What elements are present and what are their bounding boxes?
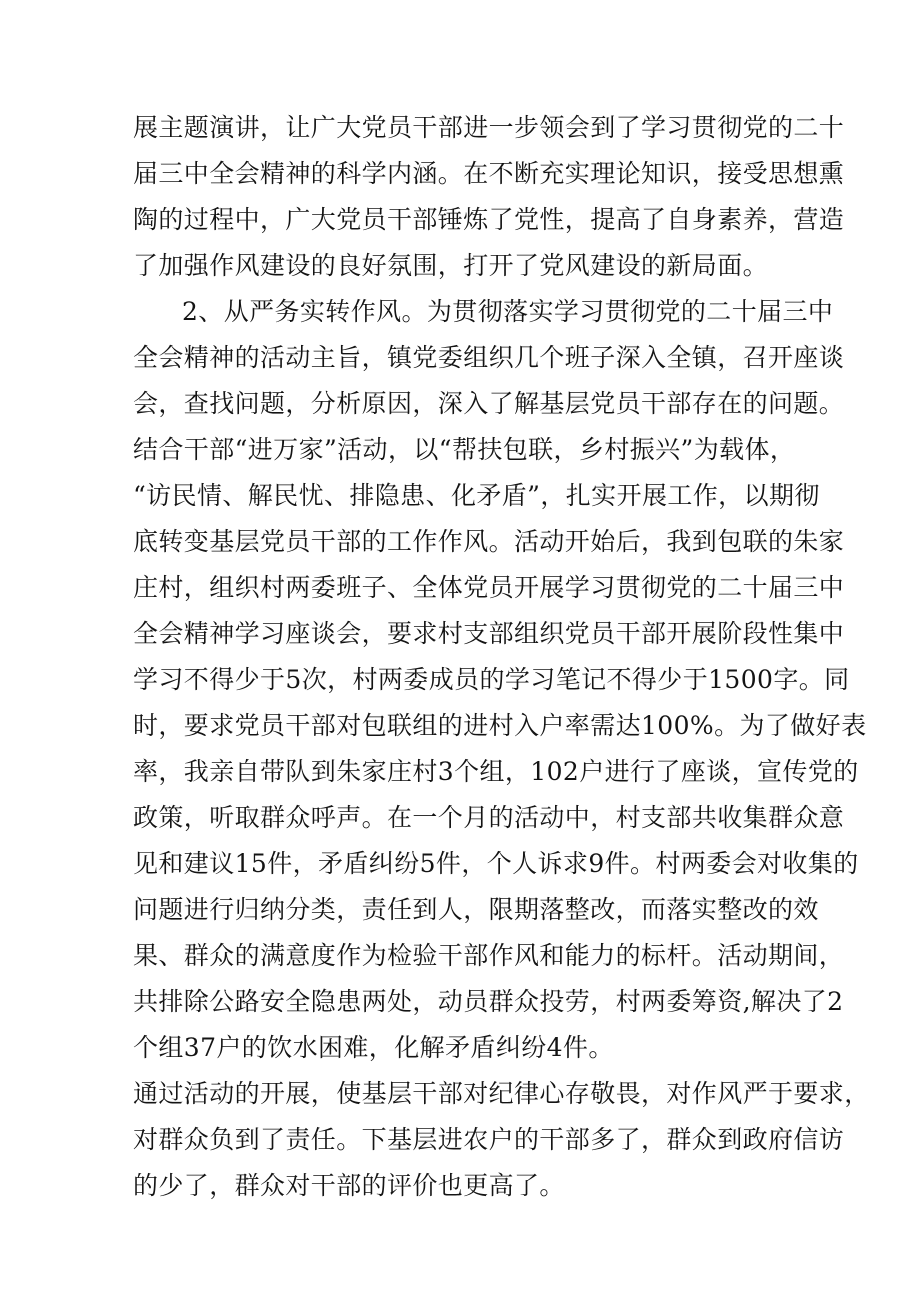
text-line: 个组37户的饮水困难，化解矛盾纠纷4件。	[133, 1033, 614, 1062]
text-line: 底转变基层党员干部的工作作风。活动开始后，我到包联的朱家	[133, 527, 845, 556]
text-line: “访民情、解民忧、排隐患、化矛盾”，扎实开展工作，以期彻	[133, 481, 820, 510]
text-line: 见和建议15件，矛盾纠纷5件，个人诉求9件。村两委会对收集的	[133, 849, 859, 878]
text-line: 结合干部“进万家”活动，以“帮扶包联，乡村振兴”为载体，	[133, 435, 796, 464]
text-line: 全会精神学习座谈会，要求村支部组织党员干部开展阶段性集中	[133, 619, 845, 648]
text-line: 共排除公路安全隐患两处，动员群众投劳，村两委筹资,解决了2	[133, 987, 844, 1016]
text-line: 会，查找问题，分析原因，深入了解基层党员干部存在的问题。	[133, 389, 845, 418]
text-line: 政策，听取群众呼声。在一个月的活动中，村支部共收集群众意	[133, 803, 845, 832]
text-line: 了加强作风建设的良好氛围，打开了党风建设的新局面。	[133, 251, 769, 280]
text-line: 学习不得少于5次，村两委成员的学习笔记不得少于1500字。同	[133, 665, 850, 694]
text-line: 时，要求党员干部对包联组的进村入户率需达100%。为了做好表	[133, 711, 867, 740]
text-line: 庄村，组织村两委班子、全体党员开展学习贯彻党的二十届三中	[133, 573, 845, 602]
text-line: 对群众负到了责任。下基层进农户的干部多了，群众到政府信访	[133, 1125, 845, 1154]
text-line: 的少了，群众对干部的评价也更高了。	[133, 1171, 565, 1200]
text-line: 问题进行归纳分类，责任到人，限期落整改，而落实整改的效	[133, 895, 819, 924]
text-line: 届三中全会精神的科学内涵。在不断充实理论知识，接受思想熏	[133, 159, 845, 188]
paragraph-heading-line: 2、从严务实转作风。为贯彻落实学习贯彻党的二十届三中	[182, 297, 834, 326]
text-line: 全会精神的活动主旨，镇党委组织几个班子深入全镇，召开座谈	[133, 343, 845, 372]
text-line: 果、群众的满意度作为检验干部作风和能力的标杆。活动期间，	[133, 941, 845, 970]
text-line: 陶的过程中，广大党员干部锤炼了党性，提高了自身素养，营造	[133, 205, 845, 234]
text-line: 通过活动的开展，使基层干部对纪律心存敬畏，对作风严于要求，	[133, 1079, 870, 1108]
text-line: 率，我亲自带队到朱家庄村3个组，102户进行了座谈，宣传党的	[133, 757, 859, 786]
text-line: 展主题演讲，让广大党员干部进一步领会到了学习贯彻党的二十	[133, 113, 845, 142]
